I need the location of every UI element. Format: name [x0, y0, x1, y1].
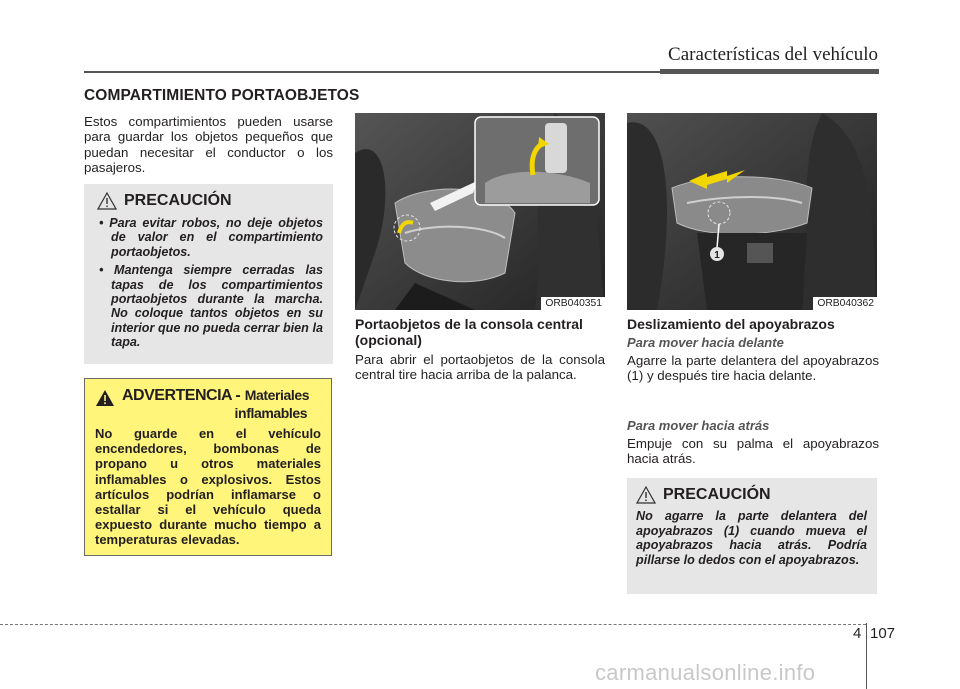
footer-rule: [0, 624, 866, 625]
armrest-heading: Deslizamiento del apoyabrazos: [627, 316, 835, 332]
caution-title: PRECAUCIÓN: [124, 192, 232, 209]
armrest-illustration: [627, 113, 877, 310]
caution-title: PRECAUCIÓN: [663, 486, 771, 503]
chapter-title: Características del vehículo: [668, 44, 878, 65]
armrest-image: [627, 113, 877, 310]
forward-text: Agarre la parte delantera del apoyabrazos (1) y después tire hacia delante.: [627, 353, 879, 384]
chapter-number: 4: [853, 625, 862, 642]
page-separator: [866, 623, 867, 689]
back-text: Empuje con su palma el apoyabrazos hacia atrás.: [627, 436, 879, 467]
caution-item: • Mantenga siempre cerradas las tapas de los compartimientos portaobjetos durante la marcha. No coloque tantos objetos en su interior que no pueda cerrar bien la tapa.: [99, 263, 323, 350]
warning-triangle-icon: [636, 486, 656, 504]
image-code: ORB040362: [813, 297, 877, 310]
section-title: COMPARTIMIENTO PORTAOBJETOS: [84, 87, 360, 104]
callout-number: 1: [714, 250, 720, 261]
caution-header: [636, 486, 867, 504]
console-illustration: [355, 113, 605, 310]
caution-item: • Para evitar robos, no deje objetos de valor en el compartimiento portaobjetos.: [99, 216, 323, 259]
caution-list: [97, 216, 323, 350]
hazard-icon: [95, 389, 115, 407]
caution-box-armrest: [627, 478, 877, 594]
console-text: Para abrir el portaobjetos de la consola central tire hacia arriba de la palanca.: [355, 352, 605, 383]
caution-text: No agarre la parte delantera del apoyabrazos (1) cuando mueva el apoyabrazos hacia atrás. Podría pillarse lo dedos con el apoyabrazos.: [636, 509, 867, 567]
header-rule-accent: [660, 69, 879, 74]
back-heading: Para mover hacia atrás: [627, 418, 770, 433]
intro-paragraph: Estos compartimientos pueden usarse para guardar los objetos pequeños que puedan necesitar el conductor o los pasajeros.: [84, 114, 333, 175]
image-code: ORB040351: [541, 297, 605, 310]
caution-header: [97, 192, 323, 210]
warning-title: ADVERTENCIA -: [122, 387, 241, 404]
warning-box: [84, 378, 332, 556]
warning-triangle-icon: [97, 192, 117, 210]
console-heading: Portaobjetos de la consola central (opcional): [355, 316, 583, 348]
caution-box: [84, 184, 333, 364]
warning-subtitle-2: inflamables: [234, 405, 308, 421]
watermark: carmanualsonline.info: [595, 660, 816, 685]
forward-heading: Para mover hacia delante: [627, 335, 784, 350]
console-storage-image: [355, 113, 605, 310]
page-number: 107: [870, 625, 896, 642]
warning-header: [95, 387, 321, 421]
warning-text: No guarde en el vehículo encendedores, bombonas de propano u otros materiales inflamables o explosivos. Estos artículos podrían inflamarse o estallar si el vehículo queda expuesto durante mucho tiempo a temperaturas elevadas.: [95, 426, 321, 548]
warning-subtitle-1: Materiales: [244, 387, 310, 403]
